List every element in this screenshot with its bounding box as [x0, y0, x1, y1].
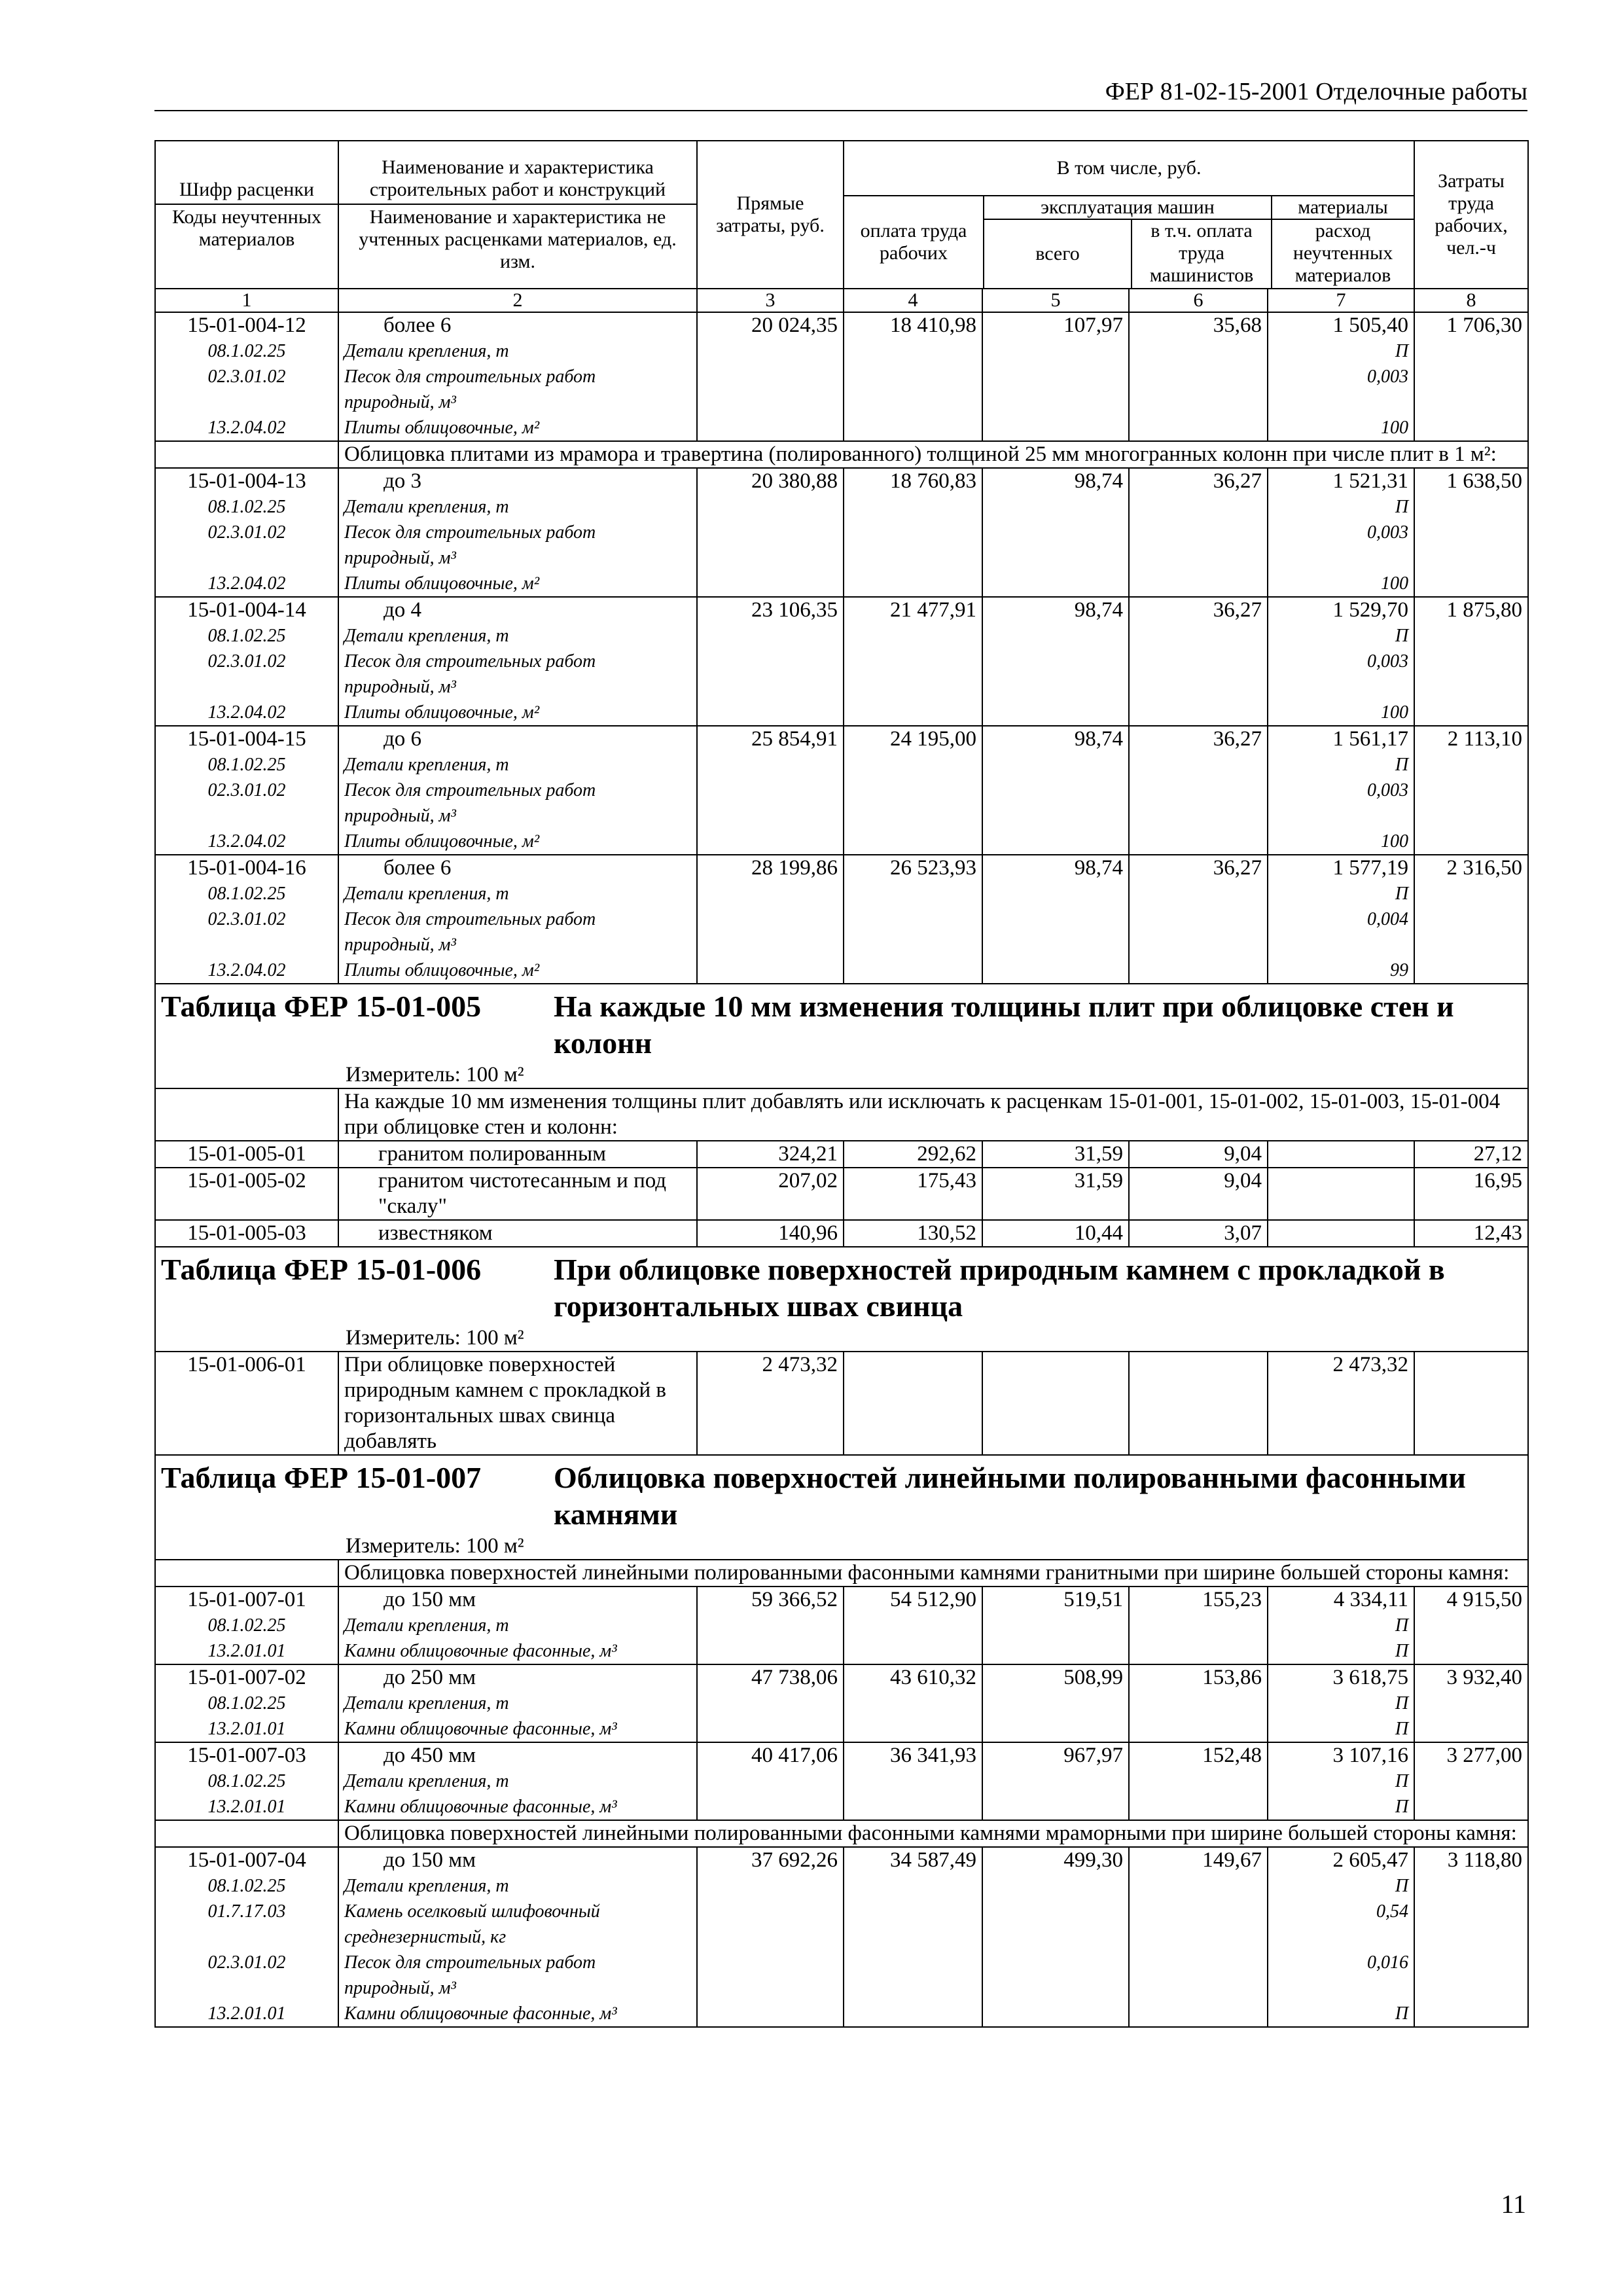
- section-heading: Облицовка поверхностей линейными полированными фасонными камнями гранитными при ширине большей стороны камня:: [155, 1560, 1528, 1587]
- table-row: 15-01-007-01 08.1.02.25 13.2.01.01 до 150 мм Детали крепления, т Камни облицовочные фасонные, м³ 59 366,52 54 512,90 519,51 155,23 4 334,11 П П 4 915,50: [155, 1587, 1528, 1664]
- table-row: 15-01-004-14 08.1.02.25 02.3.01.02 13.2.04.02 до 4 Детали крепления, т Песок для строительных работ природный, м³ Плиты облицовочные, м² 23 106,35 21 477,91 98,74 36,27 1 529,70 П 0,003 100 1 875,80: [155, 597, 1528, 726]
- table-title: Таблица ФЕР 15-01-007 Облицовка поверхностей линейными полированными фасонными камнями Измеритель: 100 м²: [155, 1455, 1528, 1560]
- section-heading: На каждые 10 мм изменения толщины плит добавлять или исключать к расценкам 15-01-001, 15-01-002, 15-01-003, 15-01-004 при облицовке стен и колонн:: [155, 1088, 1528, 1141]
- table-title: Таблица ФЕР 15-01-005 На каждые 10 мм изменения толщины плит при облицовке стен и колонн Измеритель: 100 м²: [155, 984, 1528, 1088]
- table-row: 15-01-007-04 08.1.02.25 01.7.17.03 02.3.01.02 13.2.01.01 до 150 мм Детали крепления, т Камень оселковый шлифовочный среднезернистый, кг Песок для строительных работ природный, м³ Камни облицовочные фасонные, м³ 37 692,26 34 587,49 499,30 149,67 2 605,47 П 0,54 0,016 П 3 118,80: [155, 1847, 1528, 2027]
- table-row: 15-01-007-02 08.1.02.25 13.2.01.01 до 250 мм Детали крепления, т Камни облицовочные фасонные, м³ 47 738,06 43 610,32 508,99 153,86 3 618,75 П П 3 932,40: [155, 1664, 1528, 1742]
- table-row: 15-01-005-02 гранитом чистотесанным и под "скалу" 207,02 175,43 31,59 9,04 16,95: [155, 1168, 1528, 1220]
- table-row: 15-01-005-01 гранитом полированным 324,21 292,62 31,59 9,04 27,12: [155, 1141, 1528, 1168]
- table-row: 15-01-005-03 известняком 140,96 130,52 10,44 3,07 12,43: [155, 1220, 1528, 1247]
- document-title: ФЕР 81-02-15-2001 Отделочные работы: [1105, 78, 1527, 105]
- col-incl-header: В том числе, руб. оплата труда рабочих эксплуатация машин всего в т.ч. оплата труда машинистов материалы расход неучтенных материалов: [844, 141, 1414, 289]
- section-heading: Облицовка поверхностей линейными полированными фасонными камнями мраморными при ширине большей стороны камня:: [155, 1820, 1528, 1847]
- col-name-header: Наименование и характеристика строительных работ и конструкций Наименование и характеристика не учтенных расценками материалов, ед. изм.: [338, 141, 697, 289]
- header-row: [155, 141, 1528, 289]
- section-heading: Облицовка плитами из мрамора и травертина (полированного) толщиной 25 мм многогранных колонн при числе плит в 1 м²:: [155, 441, 1528, 468]
- table-row: 15-01-004-15 08.1.02.25 02.3.01.02 13.2.04.02 до 6 Детали крепления, т Песок для строительных работ природный, м³ Плиты облицовочные, м² 25 854,91 24 195,00 98,74 36,27 1 561,17 П 0,003 100 2 113,10: [155, 726, 1528, 855]
- running-header: [154, 75, 1527, 111]
- column-numbers-row: 1 2 3 4 5 6 7 8: [155, 289, 1528, 312]
- table-title: Таблица ФЕР 15-01-006 При облицовке поверхностей природным камнем с прокладкой в горизонтальных швах свинца Измеритель: 100 м²: [155, 1247, 1528, 1352]
- page-number: 11: [1501, 2189, 1526, 2219]
- col-labor-header: Затраты труда рабочих, чел.-ч: [1414, 141, 1528, 289]
- col-code-header: Шифр расценки Коды неучтенных материалов: [155, 141, 338, 289]
- price-table: [154, 140, 1529, 2028]
- table-row: 15-01-004-12 08.1.02.25 02.3.01.02 13.2.04.02 более 6 Детали крепления, т Песок для строительных работ природный, м³ Плиты облицовочные, м² 20 024,35 18 410,98 107,97 35,68 1 505,40 П 0,003 100 1 706,30: [155, 312, 1528, 441]
- table-row: 15-01-007-03 08.1.02.25 13.2.01.01 до 450 мм Детали крепления, т Камни облицовочные фасонные, м³ 40 417,06 36 341,93 967,97 152,48 3 107,16 П П 3 277,00: [155, 1742, 1528, 1820]
- table-row: 15-01-004-13 08.1.02.25 02.3.01.02 13.2.04.02 до 3 Детали крепления, т Песок для строительных работ природный, м³ Плиты облицовочные, м² 20 380,88 18 760,83 98,74 36,27 1 521,31 П 0,003 100 1 638,50: [155, 468, 1528, 597]
- table-row: 15-01-004-16 08.1.02.25 02.3.01.02 13.2.04.02 более 6 Детали крепления, т Песок для строительных работ природный, м³ Плиты облицовочные, м² 28 199,86 26 523,93 98,74 36,27 1 577,19 П 0,004 99 2 316,50: [155, 855, 1528, 984]
- col-direct-header: Прямые затраты, руб.: [697, 141, 844, 289]
- table-row: 15-01-006-01 При облицовке поверхностей природным камнем с прокладкой в горизонтальных швах свинца добавлять 2 473,32 2 473,32: [155, 1352, 1528, 1455]
